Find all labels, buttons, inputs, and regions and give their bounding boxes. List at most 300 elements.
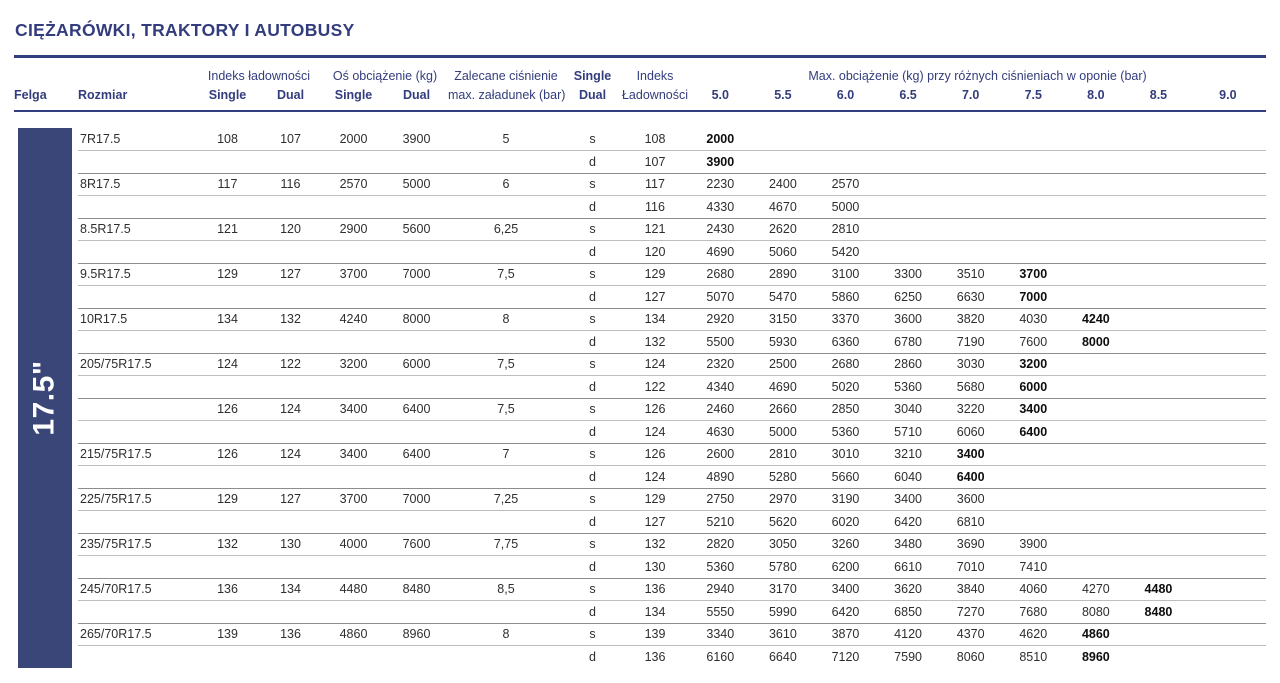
table-row	[78, 465, 1266, 488]
table-body	[14, 128, 1266, 668]
load-index-single-cell: 134	[217, 312, 238, 327]
recommended-pressure-cell: 7	[502, 447, 510, 462]
load-at-pressure-cell: 8060	[956, 649, 985, 664]
load-at-pressure-cell: 6420	[831, 604, 860, 619]
load-at-pressure-cell: 5020	[831, 379, 860, 394]
load-at-pressure-cell: 4330	[706, 199, 735, 214]
col-header-pressure-8.5: 8.5	[1149, 87, 1168, 102]
col-header-pressure-9.0: 9.0	[1219, 87, 1237, 102]
axle-load-single-cell: 3400	[339, 447, 368, 462]
load-at-pressure-cell: 7410	[1019, 559, 1048, 574]
load-index-cell: 136	[644, 649, 666, 664]
col-header-pressure-7.5: 7.5	[1024, 87, 1042, 102]
load-at-pressure-cell: 5930	[768, 334, 797, 349]
load-at-pressure-cell: 3510	[956, 267, 985, 282]
axle-load-dual-cell: 5600	[402, 222, 431, 237]
single-dual-cell: s	[589, 492, 596, 507]
load-index-dual-cell: 136	[280, 627, 301, 642]
load-at-pressure-cell: 3210	[894, 447, 922, 462]
table-row	[78, 173, 1266, 196]
load-index-single-cell: 126	[217, 447, 238, 462]
load-at-pressure-cell: 6020	[831, 514, 860, 529]
axle-load-dual-cell: 7000	[402, 267, 431, 282]
single-dual-cell: s	[589, 447, 596, 462]
load-at-pressure-cell: 2860	[894, 357, 922, 372]
axle-load-single-cell: 4860	[339, 627, 368, 642]
load-at-pressure-cell: 6810	[956, 514, 985, 529]
page-title: CIĘŻARÓWKI, TRAKTORY I AUTOBUSY	[15, 20, 355, 40]
table-row	[78, 510, 1266, 533]
col-header-axle-load-group: Oś obciążenie (kg)	[332, 68, 438, 83]
axle-load-single-cell: 4240	[339, 312, 368, 327]
size-cell: 245/70R17.5	[80, 582, 152, 597]
table-row	[78, 263, 1266, 286]
load-at-pressure-cell: 6060	[956, 424, 985, 439]
load-at-pressure-cell: 2820	[706, 537, 735, 552]
load-at-pressure-cell: 3100	[831, 267, 860, 282]
single-dual-cell: s	[589, 357, 596, 372]
size-cell: 8R17.5	[80, 177, 121, 192]
single-dual-cell: s	[589, 582, 596, 597]
col-header-pressure-6.5: 6.5	[899, 87, 917, 102]
load-at-pressure-cell: 2000	[706, 131, 735, 146]
axle-load-single-cell: 2570	[339, 177, 368, 192]
load-at-pressure-cell: 2810	[831, 222, 860, 237]
table-row	[78, 353, 1266, 376]
col-header-load-index-group: Indeks ładowności	[207, 68, 311, 83]
load-at-pressure-cell: 5360	[831, 424, 860, 439]
load-at-pressure-cell: 6630	[956, 289, 985, 304]
load-at-pressure-cell: 3870	[831, 627, 860, 642]
table-header	[14, 66, 1266, 112]
load-at-pressure-cell: 5210	[706, 514, 735, 529]
load-at-pressure-cell: 8480	[1144, 604, 1173, 619]
load-at-pressure-cell: 7010	[956, 559, 985, 574]
single-dual-cell: d	[589, 424, 596, 439]
load-at-pressure-cell: 3900	[1019, 537, 1048, 552]
load-at-pressure-cell: 3600	[956, 492, 985, 507]
axle-load-dual-cell: 5000	[402, 177, 431, 192]
data-rows	[78, 128, 1266, 668]
recommended-pressure-cell: 7,5	[497, 267, 515, 282]
load-index-cell: 126	[644, 447, 666, 462]
load-at-pressure-cell: 4270	[1081, 582, 1110, 597]
load-at-pressure-cell: 3200	[1019, 357, 1048, 372]
load-index-dual-cell: 130	[280, 537, 301, 552]
load-at-pressure-cell: 3340	[706, 627, 735, 642]
single-dual-cell: d	[589, 199, 596, 214]
load-at-pressure-cell: 5000	[768, 424, 797, 439]
table-row	[78, 308, 1266, 331]
load-index-cell: 124	[644, 357, 666, 372]
load-index-dual-cell: 122	[280, 357, 301, 372]
load-index-cell: 124	[644, 424, 666, 439]
table-row	[78, 285, 1266, 308]
axle-load-dual-cell: 7000	[402, 492, 431, 507]
load-at-pressure-cell: 2400	[768, 177, 797, 192]
load-at-pressure-cell: 2940	[706, 582, 735, 597]
size-cell: 10R17.5	[80, 312, 128, 327]
load-at-pressure-cell: 2890	[768, 267, 797, 282]
load-at-pressure-cell: 2660	[768, 402, 797, 417]
load-at-pressure-cell: 5660	[831, 469, 860, 484]
load-at-pressure-cell: 3170	[768, 582, 797, 597]
load-index-dual-cell: 120	[280, 222, 301, 237]
table-row	[78, 398, 1266, 421]
load-index-cell: 132	[644, 537, 666, 552]
col-header-pressure-6.0: 6.0	[836, 87, 855, 102]
load-at-pressure-cell: 3610	[768, 627, 797, 642]
col-header-pressure-5.0: 5.0	[711, 87, 729, 102]
load-at-pressure-cell: 3030	[956, 357, 985, 372]
load-index-single-cell: 139	[217, 627, 238, 642]
col-header-recommended-pressure-line1: Zalecane ciśnienie	[454, 68, 558, 83]
single-dual-cell: s	[589, 627, 596, 642]
size-cell: 265/70R17.5	[80, 627, 152, 642]
load-at-pressure-cell: 2570	[831, 177, 860, 192]
table-row	[78, 578, 1266, 601]
axle-load-single-cell: 4000	[339, 537, 368, 552]
load-index-cell: 120	[644, 244, 666, 259]
load-index-dual-cell: 127	[280, 492, 301, 507]
recommended-pressure-cell: 6	[502, 177, 510, 192]
load-at-pressure-cell: 2500	[768, 357, 797, 372]
axle-load-dual-cell: 8960	[402, 627, 431, 642]
single-dual-cell: s	[589, 312, 596, 327]
load-at-pressure-cell: 4690	[706, 244, 735, 259]
col-header-rozmiar: Rozmiar	[78, 87, 128, 102]
col-header-felga: Felga	[14, 87, 47, 102]
load-at-pressure-cell: 6250	[894, 289, 922, 304]
load-at-pressure-cell: 3400	[956, 447, 985, 462]
axle-load-dual-cell: 6400	[402, 447, 431, 462]
load-at-pressure-cell: 6850	[894, 604, 922, 619]
load-at-pressure-cell: 6000	[1019, 379, 1048, 394]
size-cell: 7R17.5	[80, 131, 121, 146]
load-index-single-cell: 132	[217, 537, 238, 552]
load-at-pressure-cell: 5280	[768, 469, 797, 484]
load-at-pressure-cell: 5070	[706, 289, 735, 304]
load-at-pressure-cell: 5680	[956, 379, 985, 394]
load-at-pressure-cell: 6360	[831, 334, 860, 349]
load-at-pressure-cell: 3840	[956, 582, 985, 597]
load-at-pressure-cell: 4120	[894, 627, 922, 642]
table-row	[78, 128, 1266, 151]
table-row	[78, 375, 1266, 398]
load-at-pressure-cell: 3370	[831, 312, 860, 327]
load-at-pressure-cell: 8080	[1081, 604, 1110, 619]
axle-load-single-cell: 3700	[339, 267, 368, 282]
load-index-cell: 129	[644, 267, 666, 282]
single-dual-cell: d	[589, 289, 596, 304]
col-header-axle-single: Single	[334, 87, 373, 102]
load-at-pressure-cell: 5550	[706, 604, 735, 619]
load-at-pressure-cell: 2430	[706, 222, 735, 237]
axle-load-single-cell: 3700	[339, 492, 368, 507]
load-at-pressure-cell: 5360	[894, 379, 922, 394]
load-at-pressure-cell: 3050	[768, 537, 797, 552]
single-dual-cell: d	[589, 469, 596, 484]
axle-load-dual-cell: 8480	[402, 582, 431, 597]
load-index-cell: 127	[644, 514, 666, 529]
col-header-max-load-group: Max. obciążenie (kg) przy różnych ciśnieniach w oponie (bar)	[808, 68, 1147, 83]
load-at-pressure-cell: 3480	[894, 537, 922, 552]
recommended-pressure-cell: 7,25	[493, 492, 519, 507]
recommended-pressure-cell: 8,5	[497, 582, 515, 597]
load-at-pressure-cell: 3400	[831, 582, 860, 597]
load-at-pressure-cell: 2970	[768, 492, 797, 507]
table-row	[78, 623, 1266, 646]
col-header-pressure-8.0: 8.0	[1087, 87, 1105, 102]
load-at-pressure-cell: 2460	[706, 402, 735, 417]
load-at-pressure-cell: 3300	[894, 267, 922, 282]
table-row	[78, 330, 1266, 353]
title-divider	[14, 55, 1266, 58]
rim-diameter-label: 17.5"	[28, 359, 61, 436]
load-at-pressure-cell: 4620	[1019, 627, 1048, 642]
table-row	[78, 218, 1266, 241]
load-index-dual-cell: 107	[280, 131, 301, 146]
load-at-pressure-cell: 3040	[894, 402, 922, 417]
single-dual-cell: s	[589, 177, 596, 192]
single-dual-cell: s	[589, 537, 596, 552]
load-index-cell: 126	[644, 402, 666, 417]
recommended-pressure-cell: 5	[502, 131, 510, 146]
load-at-pressure-cell: 8960	[1081, 649, 1110, 664]
load-at-pressure-cell: 6780	[894, 334, 922, 349]
load-at-pressure-cell: 3620	[894, 582, 922, 597]
load-at-pressure-cell: 6610	[894, 559, 922, 574]
recommended-pressure-cell: 7,5	[497, 357, 515, 372]
axle-load-single-cell: 2000	[339, 131, 368, 146]
load-at-pressure-cell: 8510	[1019, 649, 1048, 664]
load-at-pressure-cell: 5780	[768, 559, 797, 574]
load-at-pressure-cell: 3190	[831, 492, 860, 507]
axle-load-dual-cell: 7600	[402, 537, 431, 552]
load-at-pressure-cell: 4240	[1081, 312, 1110, 327]
single-dual-cell: s	[589, 222, 596, 237]
load-index-cell: 116	[645, 199, 665, 214]
recommended-pressure-cell: 8	[502, 312, 510, 327]
single-dual-cell: s	[589, 131, 596, 146]
load-at-pressure-cell: 3150	[768, 312, 797, 327]
load-at-pressure-cell: 4340	[706, 379, 735, 394]
load-index-single-cell: 117	[217, 177, 238, 192]
load-at-pressure-cell: 5470	[768, 289, 797, 304]
table-row	[78, 420, 1266, 443]
size-cell: 225/75R17.5	[80, 492, 152, 507]
recommended-pressure-cell: 7,5	[497, 402, 515, 417]
load-at-pressure-cell: 7120	[831, 649, 860, 664]
load-index-cell: 130	[644, 559, 666, 574]
col-header-pressure-7.0: 7.0	[961, 87, 980, 102]
col-header-dual: Dual	[578, 87, 607, 102]
load-at-pressure-cell: 7590	[894, 649, 922, 664]
single-dual-cell: s	[589, 402, 596, 417]
table-row	[78, 533, 1266, 556]
load-at-pressure-cell: 6040	[894, 469, 922, 484]
size-cell: 235/75R17.5	[80, 537, 152, 552]
load-at-pressure-cell: 2620	[768, 222, 797, 237]
col-header-single: Single	[573, 68, 612, 83]
table-row	[78, 443, 1266, 466]
table-row	[78, 150, 1266, 173]
load-at-pressure-cell: 3010	[831, 447, 860, 462]
load-at-pressure-cell: 8000	[1081, 334, 1110, 349]
axle-load-dual-cell: 6400	[402, 402, 431, 417]
single-dual-cell: s	[589, 267, 596, 282]
load-at-pressure-cell: 2750	[706, 492, 735, 507]
load-at-pressure-cell: 3900	[706, 154, 735, 169]
single-dual-cell: d	[589, 334, 596, 349]
axle-load-dual-cell: 6000	[402, 357, 431, 372]
load-at-pressure-cell: 6640	[768, 649, 797, 664]
load-at-pressure-cell: 5710	[894, 424, 922, 439]
recommended-pressure-cell: 8	[502, 627, 510, 642]
single-dual-cell: d	[589, 649, 596, 664]
load-index-single-cell: 126	[217, 402, 238, 417]
col-header-pressure-5.5: 5.5	[774, 87, 792, 102]
load-at-pressure-cell: 2320	[706, 357, 735, 372]
load-at-pressure-cell: 2680	[706, 267, 735, 282]
load-index-cell: 121	[644, 222, 666, 237]
size-cell: 8.5R17.5	[80, 222, 131, 237]
load-at-pressure-cell: 4690	[768, 379, 797, 394]
load-index-cell: 122	[644, 379, 666, 394]
load-at-pressure-cell: 6200	[831, 559, 860, 574]
load-index-dual-cell: 124	[280, 447, 301, 462]
load-at-pressure-cell: 5860	[831, 289, 860, 304]
load-at-pressure-cell: 7000	[1019, 289, 1048, 304]
load-index-cell: 117	[645, 177, 665, 192]
size-cell: 215/75R17.5	[80, 447, 152, 462]
load-at-pressure-cell: 3260	[831, 537, 860, 552]
load-index-dual-cell: 116	[280, 177, 301, 192]
load-at-pressure-cell: 4480	[1144, 582, 1173, 597]
load-at-pressure-cell: 3820	[956, 312, 985, 327]
load-index-cell: 108	[644, 131, 666, 146]
load-index-cell: 134	[644, 312, 666, 327]
load-at-pressure-cell: 4860	[1081, 627, 1110, 642]
size-cell: 205/75R17.5	[80, 357, 152, 372]
size-cell: 9.5R17.5	[80, 267, 131, 282]
load-index-cell: 129	[644, 492, 666, 507]
recommended-pressure-cell: 7,75	[493, 537, 519, 552]
load-index-cell: 136	[644, 582, 666, 597]
load-at-pressure-cell: 2810	[768, 447, 797, 462]
load-at-pressure-cell: 2920	[706, 312, 735, 327]
load-at-pressure-cell: 7270	[956, 604, 985, 619]
table-row	[78, 488, 1266, 511]
load-index-single-cell: 136	[217, 582, 238, 597]
axle-load-dual-cell: 3900	[402, 131, 431, 146]
load-at-pressure-cell: 4370	[956, 627, 985, 642]
load-index-cell: 139	[644, 627, 666, 642]
load-at-pressure-cell: 7600	[1019, 334, 1048, 349]
load-index-dual-cell: 124	[280, 402, 301, 417]
load-at-pressure-cell: 5500	[706, 334, 735, 349]
axle-load-single-cell: 2900	[339, 222, 368, 237]
col-header-index-line2: Ładowności	[621, 87, 688, 102]
load-at-pressure-cell: 2230	[706, 177, 735, 192]
single-dual-cell: d	[589, 154, 596, 169]
table-row	[78, 555, 1266, 578]
load-index-single-cell: 108	[217, 131, 238, 146]
load-index-cell: 127	[644, 289, 666, 304]
rim-diameter-badge	[18, 128, 72, 668]
table-row	[78, 600, 1266, 623]
load-index-cell: 132	[644, 334, 666, 349]
load-at-pressure-cell: 5360	[706, 559, 735, 574]
col-header-load-index-dual: Dual	[276, 87, 305, 102]
load-at-pressure-cell: 3700	[1019, 267, 1048, 282]
recommended-pressure-cell: 6,25	[493, 222, 519, 237]
load-at-pressure-cell: 7190	[956, 334, 985, 349]
load-at-pressure-cell: 6400	[956, 469, 985, 484]
single-dual-cell: d	[589, 244, 596, 259]
load-at-pressure-cell: 7680	[1019, 604, 1048, 619]
load-at-pressure-cell: 5000	[831, 199, 860, 214]
load-index-single-cell: 129	[217, 267, 238, 282]
load-index-single-cell: 129	[217, 492, 238, 507]
load-at-pressure-cell: 3400	[1019, 402, 1048, 417]
load-at-pressure-cell: 5060	[768, 244, 797, 259]
load-at-pressure-cell: 5420	[831, 244, 860, 259]
load-index-cell: 107	[644, 154, 666, 169]
load-index-single-cell: 124	[217, 357, 238, 372]
load-at-pressure-cell: 4030	[1019, 312, 1048, 327]
load-at-pressure-cell: 4890	[706, 469, 735, 484]
load-at-pressure-cell: 2600	[706, 447, 735, 462]
load-index-dual-cell: 134	[280, 582, 301, 597]
axle-load-single-cell: 3200	[339, 357, 368, 372]
load-at-pressure-cell: 5620	[768, 514, 797, 529]
load-index-dual-cell: 127	[280, 267, 301, 282]
single-dual-cell: d	[589, 379, 596, 394]
table-row	[78, 195, 1266, 218]
load-index-cell: 134	[644, 604, 666, 619]
single-dual-cell: d	[589, 559, 596, 574]
load-at-pressure-cell: 4670	[768, 199, 797, 214]
table-row	[78, 645, 1266, 668]
single-dual-cell: d	[589, 604, 596, 619]
load-at-pressure-cell: 6160	[706, 649, 735, 664]
col-header-recommended-pressure-line2: max. załadunek (bar)	[448, 87, 566, 102]
load-at-pressure-cell: 5990	[768, 604, 797, 619]
axle-load-single-cell: 4480	[339, 582, 368, 597]
load-at-pressure-cell: 2850	[831, 402, 860, 417]
axle-load-dual-cell: 8000	[402, 312, 431, 327]
load-index-single-cell: 121	[217, 222, 238, 237]
load-index-cell: 124	[644, 469, 666, 484]
load-at-pressure-cell: 3690	[956, 537, 985, 552]
col-header-axle-dual: Dual	[402, 87, 431, 102]
load-at-pressure-cell: 3600	[894, 312, 922, 327]
load-at-pressure-cell: 3220	[956, 402, 985, 417]
load-at-pressure-cell: 4060	[1019, 582, 1048, 597]
single-dual-cell: d	[589, 514, 596, 529]
load-index-dual-cell: 132	[280, 312, 301, 327]
load-at-pressure-cell: 6420	[894, 514, 922, 529]
table-row	[78, 240, 1266, 263]
load-at-pressure-cell: 3400	[894, 492, 922, 507]
load-at-pressure-cell: 2680	[831, 357, 860, 372]
load-at-pressure-cell: 6400	[1019, 424, 1048, 439]
col-header-index-line1: Indeks	[636, 68, 674, 83]
load-at-pressure-cell: 4630	[706, 424, 735, 439]
axle-load-single-cell: 3400	[339, 402, 368, 417]
col-header-load-index-single: Single	[208, 87, 247, 102]
